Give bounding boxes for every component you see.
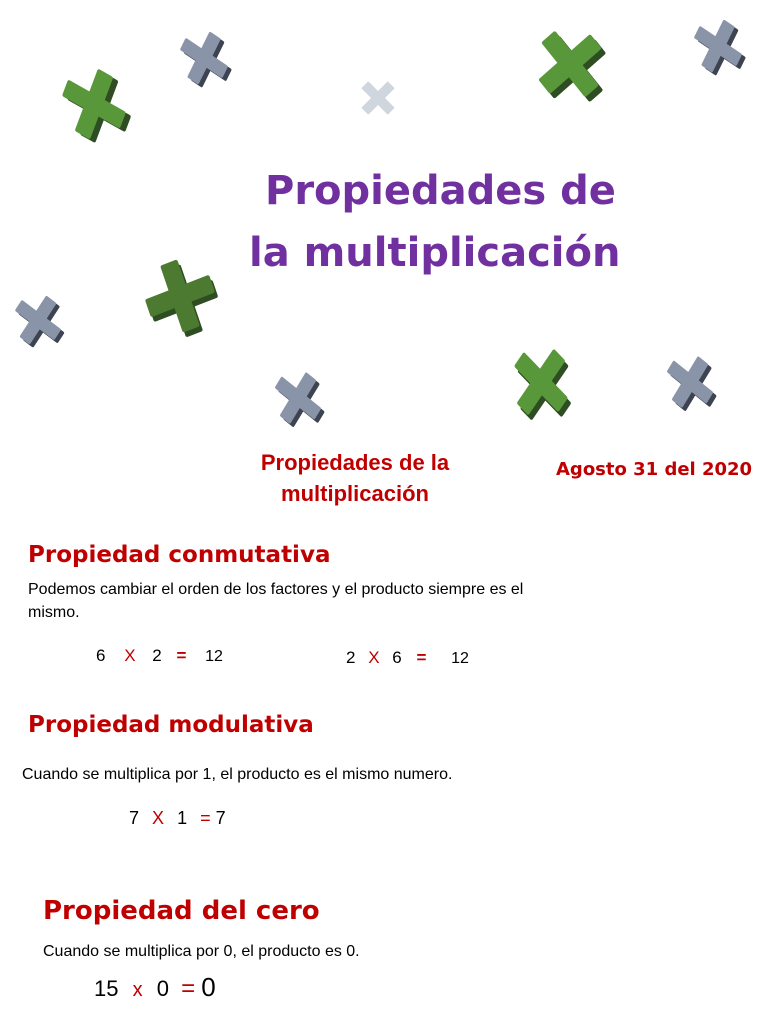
equals-sign: = — [200, 808, 211, 828]
multiplication-x-icon — [676, 0, 765, 96]
multiplication-x-icon — [518, 10, 625, 123]
product: 12 — [451, 650, 469, 667]
page-title-line-1: Propiedades de — [265, 168, 616, 214]
equation-commutative-1 — [96, 646, 223, 666]
multiplication-x-icon — [125, 240, 238, 357]
heading-zero: Propiedad del cero — [43, 896, 320, 926]
equals-sign: = — [416, 648, 427, 667]
text-commutative-line-2: mismo. — [28, 604, 80, 621]
equation-zero — [94, 972, 216, 1003]
factor-b: 2 — [152, 646, 162, 665]
text-commutative-line-1: Podemos cambiar el orden de los factores y el producto siempre es el — [28, 581, 524, 598]
times-sign: x — [132, 979, 143, 1001]
multiplication-x-icon — [352, 72, 405, 125]
factor-b: 1 — [177, 808, 188, 828]
multiplication-x-icon — [162, 11, 251, 107]
times-sign: X — [124, 646, 136, 665]
factor-b: 0 — [156, 976, 169, 1001]
product: 0 — [201, 972, 216, 1002]
subtitle-line-1: Propiedades de la — [260, 450, 450, 475]
subtitle — [230, 447, 480, 509]
multiplication-x-icon — [650, 338, 733, 430]
multiplication-x-icon — [36, 41, 157, 172]
factor-a: 6 — [96, 646, 106, 665]
multiplication-x-icon — [258, 354, 341, 440]
date-label: Agosto 31 del 2020 — [556, 459, 753, 480]
decorative-x-marks — [0, 0, 768, 440]
multiplication-x-icon — [500, 332, 585, 438]
text-modulative: Cuando se multiplica por 1, el producto es el mismo numero. — [22, 766, 453, 783]
product: 7 — [215, 808, 226, 828]
equals-sign: = — [176, 646, 187, 665]
heading-modulative: Propiedad modulativa — [28, 712, 314, 738]
text-zero: Cuando se multiplica por 0, el producto es 0. — [43, 943, 360, 960]
equation-commutative-2 — [346, 648, 469, 668]
product: 12 — [205, 648, 223, 665]
subtitle-line-2: multiplicación — [281, 481, 429, 506]
factor-a: 7 — [129, 808, 140, 828]
times-sign: X — [368, 648, 380, 667]
page-title-line-2: la multiplicación — [249, 230, 621, 276]
multiplication-x-icon — [0, 278, 81, 365]
equation-modulative — [129, 808, 226, 829]
factor-b: 6 — [392, 648, 402, 667]
times-sign: X — [152, 808, 165, 828]
text-commutative — [28, 578, 523, 624]
equals-sign: = — [181, 975, 196, 1002]
heading-commutative: Propiedad conmutativa — [28, 542, 331, 568]
factor-a: 15 — [94, 976, 119, 1001]
factor-a: 2 — [346, 648, 356, 667]
